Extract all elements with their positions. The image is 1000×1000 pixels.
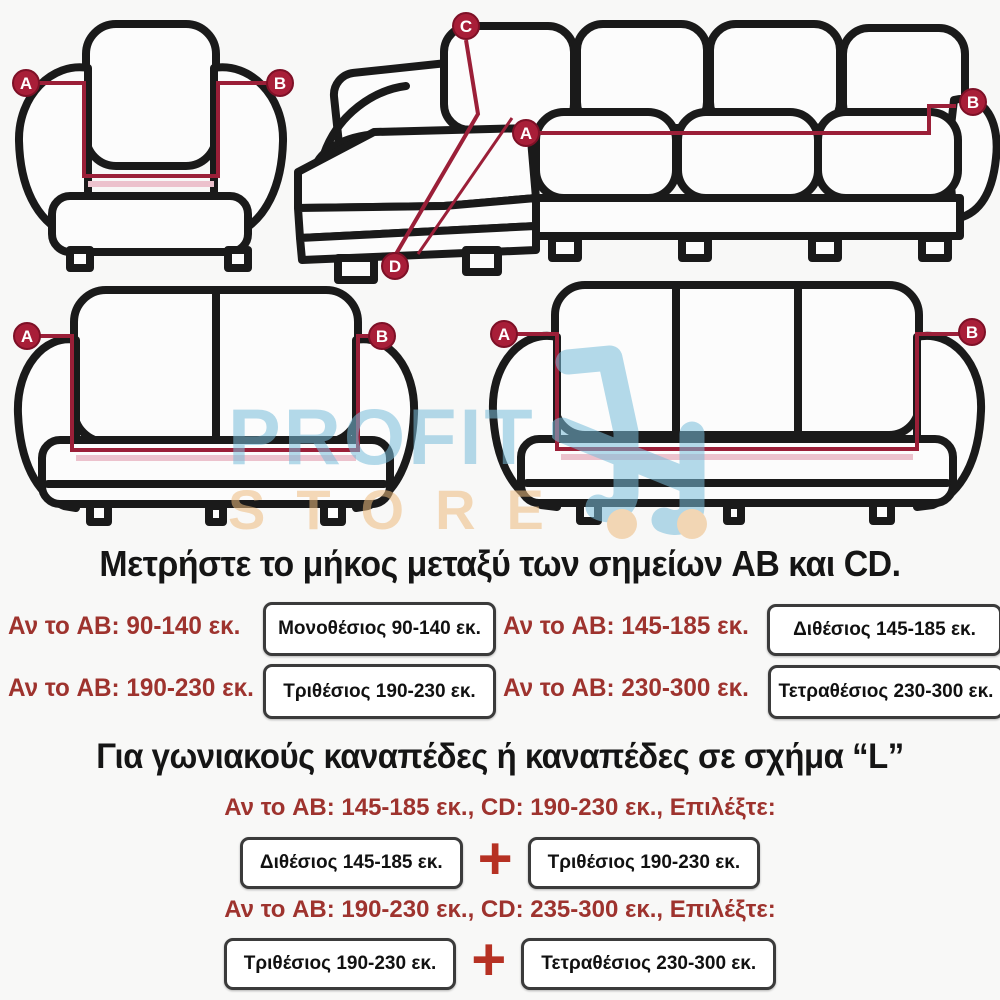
sofa-leg <box>727 505 741 521</box>
size-condition-1: Αν το AB: 90-140 εκ. <box>8 612 241 640</box>
corner-heading: Για γωνιακούς καναπέδες ή καναπέδες σε σχήμα “L” <box>96 737 904 776</box>
marker-d-badge <box>382 253 408 279</box>
sofa-leg <box>873 503 891 521</box>
armchair-back-cushion <box>86 24 216 166</box>
combo-2-second-box: Τετραθέσιος 230-300 εκ. <box>521 938 776 990</box>
chaise-leg <box>466 250 498 272</box>
plus-icon: + <box>471 926 507 993</box>
watermark-brand-line1: PROFIT <box>228 392 536 481</box>
plus-icon: + <box>477 825 513 892</box>
loveseat-diagram <box>6 284 430 532</box>
combo-1-row <box>0 825 1000 892</box>
sofa-base <box>534 198 960 236</box>
combo-2-row <box>0 926 1000 993</box>
size-box-1: Μονοθέσιος 90-140 εκ. <box>263 602 496 656</box>
marker-b-badge <box>267 70 293 96</box>
combo-2-condition: Αν το AB: 190-230 εκ., CD: 235-300 εκ., Επιλέξτε: <box>224 896 776 923</box>
sofa-leg <box>922 238 948 258</box>
size-box-2: Διθέσιος 145-185 εκ. <box>767 604 1000 656</box>
marker-d-letter: D <box>388 257 402 276</box>
marker-a-badge <box>513 120 539 146</box>
marker-b-badge <box>369 323 395 349</box>
marker-c-letter: C <box>459 17 473 36</box>
seat-cushion <box>678 112 818 198</box>
measure-heading: Μετρήστε το μήκος μεταξύ των σημείων AB και CD. <box>99 543 901 584</box>
marker-b-badge <box>959 319 985 345</box>
seat-cushion <box>818 112 958 198</box>
size-condition-3: Αν το AB: 190-230 εκ. <box>8 674 254 702</box>
marker-b-badge <box>960 89 986 115</box>
seat-cushion <box>536 112 676 198</box>
three-seater-diagram <box>477 281 997 531</box>
marker-b-letter: B <box>375 327 389 346</box>
sofa-leg <box>552 238 578 258</box>
marker-a-letter: A <box>19 74 33 93</box>
armchair-leg <box>228 250 248 268</box>
marker-a-badge <box>14 323 40 349</box>
size-condition-4: Αν το AB: 230-300 εκ. <box>503 674 749 702</box>
armchair-leg <box>70 250 90 268</box>
watermark-brand-line2: STORE <box>228 478 575 541</box>
marker-b-letter: B <box>273 74 287 93</box>
combo-1-second-box: Τριθέσιος 190-230 εκ. <box>528 837 760 889</box>
armchair-diagram <box>6 6 294 274</box>
sofa-back <box>555 285 919 435</box>
sofa-leg <box>812 238 838 258</box>
marker-a-letter: A <box>20 327 34 346</box>
marker-b-letter: B <box>966 93 980 112</box>
size-box-3: Τριθέσιος 190-230 εκ. <box>263 664 496 719</box>
size-condition-2: Αν το AB: 145-185 εκ. <box>503 612 749 640</box>
sofa-leg <box>682 238 708 258</box>
combo-1-first-box: Διθέσιος 145-185 εκ. <box>240 837 463 889</box>
sofa-leg <box>580 503 598 521</box>
combo-2-first-box: Τριθέσιος 190-230 εκ. <box>224 938 456 990</box>
corner-sofa-diagram <box>294 2 1000 290</box>
chaise-leg <box>338 258 374 280</box>
size-box-4: Τετραθέσιος 230-300 εκ. <box>768 665 1000 719</box>
marker-a-badge <box>491 321 517 347</box>
combo-1-condition: Αν το AB: 145-185 εκ., CD: 190-230 εκ., Επιλέξτε: <box>224 794 776 821</box>
armchair-seat-base <box>52 196 248 252</box>
marker-a-letter: A <box>519 124 533 143</box>
loveseat-leg <box>209 506 223 522</box>
loveseat-leg <box>324 504 342 522</box>
marker-b-letter: B <box>965 323 979 342</box>
loveseat-leg <box>90 504 108 522</box>
marker-c-badge <box>453 13 479 39</box>
marker-a-letter: A <box>497 325 511 344</box>
marker-a-badge <box>13 70 39 96</box>
